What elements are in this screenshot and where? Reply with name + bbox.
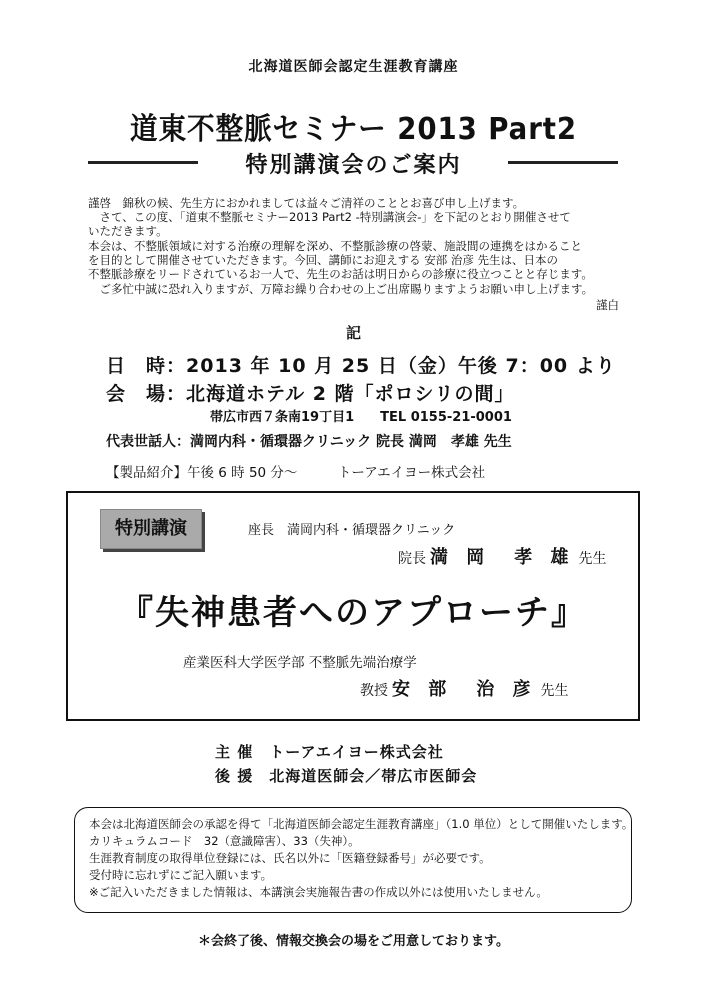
intro-line: 本会は、不整脈領域に対する治療の理解を深め、不整脈診療の啓蒙、施設間の連携をはかること: [88, 239, 583, 253]
venue-value: 北海道ホテル 2 階「ポロシリの間」: [186, 383, 515, 405]
chair-name: 満 岡 孝 雄: [430, 547, 575, 568]
venue-row: 会 場：北海道ホテル 2 階「ポロシリの間」: [106, 383, 515, 405]
notice-line: カリキュラムコード 32（意識障害）、33（失神）。: [89, 834, 360, 848]
intro-line: 謹啓 錦秋の候、先生方におかれましては益々ご清祥のこととお喜び申し上げます。: [88, 196, 525, 210]
product-intro: 【製品紹介】午後 6 時 50 分～ トーアエイヨー株式会社: [106, 465, 486, 481]
support: 後 援 北海道医師会／帯広市医師会: [215, 767, 478, 785]
host: 主 催 トーアエイヨー株式会社: [215, 743, 444, 761]
speaker-name-line: [360, 675, 569, 701]
sign-off: 謹白: [596, 298, 619, 312]
venue-label: 会 場: [106, 383, 167, 405]
ki-heading: 記: [345, 324, 361, 342]
intro-line: 不整脈診療をリードされているお一人で、先生のお話は明日からの診療に役立つことと存じます。: [88, 267, 593, 281]
intro-line: さて、この度、「道東不整脈セミナー2013 Part2 -特別講演会-」を下記のとおり開催させて: [88, 210, 571, 224]
organization-header: 北海道医師会認定生涯教育講座: [248, 59, 459, 75]
notice-line: 生涯教育制度の取得単位登録には、氏名以外に「医籍登録番号」が必要です。: [89, 851, 491, 865]
seminar-title: 道東不整脈セミナー 2013 Part2: [130, 112, 577, 147]
speaker-honorific: 先生: [540, 683, 569, 699]
speaker-title: 教授: [360, 683, 388, 699]
intro-line: ご多忙中誠に恐れ入りますが、万障お繰り合わせの上ご出席賜りますようお願い申し上げます。: [88, 282, 594, 296]
special-lecture-badge: 特別講演: [100, 509, 202, 549]
notice-box: [74, 807, 632, 913]
chair-honorific: 先生: [578, 551, 607, 567]
datetime-row: 日 時：2013 年 10 月 25 日（金）午後 7：00 より: [106, 355, 616, 377]
intro-line: いただきます。: [88, 224, 168, 238]
lecture-title: 『失神患者へのアプローチ』: [119, 593, 587, 633]
representative: 代表世話人：満岡内科・循環器クリニック 院長 満岡 孝雄 先生: [106, 434, 512, 450]
chair-name-line: [398, 543, 607, 569]
lecture-box: [66, 491, 640, 721]
chair-title: 院長: [398, 551, 426, 567]
venue-address: 帯広市西７条南19丁目1 TEL 0155-21-0001: [210, 410, 512, 425]
seminar-subtitle: 特別講演会のご案内: [245, 153, 462, 178]
datetime-value: 2013 年 10 月 25 日（金）午後 7：00 より: [186, 355, 616, 377]
footer-note: ＊会終了後、情報交換会の場をご用意しております。: [198, 934, 509, 949]
notice-line: 本会は北海道医師会の承認を得て「北海道医師会認定生涯教育講座」（1.0 単位）として開催いたします。: [89, 817, 634, 831]
speaker-affiliation: 産業医科大学医学部 不整脈先端治療学: [183, 655, 417, 671]
intro-line: を目的として開催させていただきます。今回、講師にお迎えする 安部 治彦 先生は、日本の: [88, 253, 559, 267]
notice-line: 受付時に忘れずにご記入願います。: [89, 868, 273, 882]
datetime-label: 日 時: [106, 355, 167, 377]
speaker-name: 安 部 治 彦: [392, 679, 537, 700]
chair-affiliation: 座長 満岡内科・循環器クリニック: [248, 523, 456, 538]
notice-line: ※ご記入いただきました情報は、本講演会実施報告書の作成以外には使用いたしません。: [89, 885, 548, 899]
